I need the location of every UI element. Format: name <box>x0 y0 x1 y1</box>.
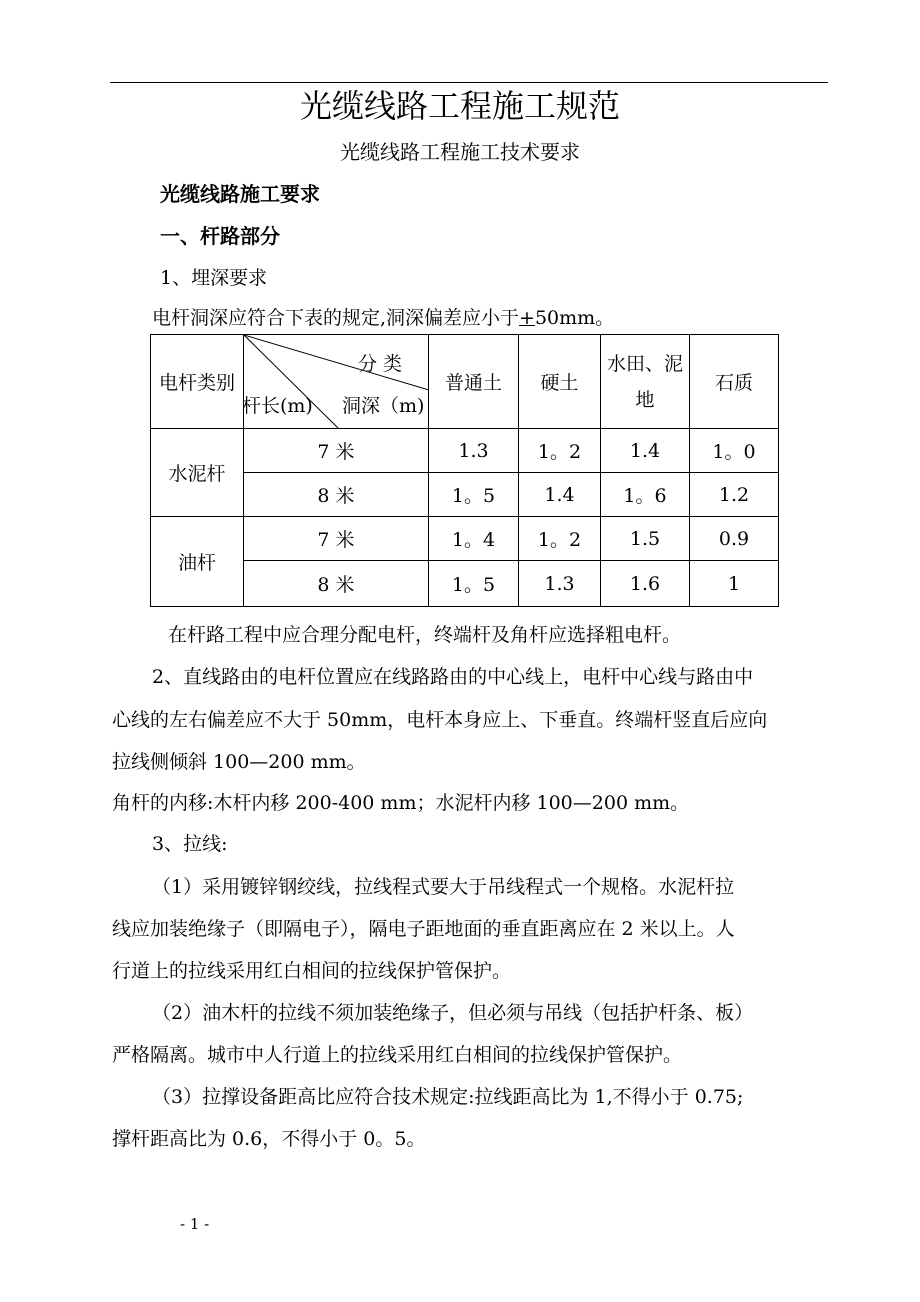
document-title: 光缆线路工程施工规范 <box>299 87 620 125</box>
note-pole-allocation: 在杆路工程中应合理分配电杆，终端杆及角杆应选择粗电杆。 <box>168 624 682 646</box>
paragraph-2-line-1: 2、直线路由的电杆位置应在线路路由的中心线上，电杆中心线与路由中 <box>152 666 754 688</box>
header-ordinary-soil: 普通土 <box>429 335 519 429</box>
stay-1-line-2: 线应加装绝缘子（即隔电子），隔电子距地面的垂直距离应在 2 米以上。人 <box>112 918 735 940</box>
table-row <box>151 429 779 473</box>
depth-value: 1。0 <box>690 429 779 473</box>
paragraph-2-line-3: 拉线侧倾斜 100—200 mm。 <box>112 751 366 773</box>
pole-type-oil: 油杆 <box>151 517 244 607</box>
pole-length: 8 米 <box>244 473 429 517</box>
table-row <box>151 561 779 607</box>
stay-2-line-2: 严格隔离。城市中人行道上的拉线采用红白相间的拉线保护管保护。 <box>112 1044 683 1066</box>
diagonal-label-length: 杆长(m) <box>242 395 313 417</box>
header-rule <box>110 82 828 83</box>
section-heading: 光缆线路施工要求 <box>160 182 320 206</box>
item-3-heading: 3、拉线: <box>152 833 228 855</box>
depth-value: 1.5 <box>601 517 690 561</box>
stay-3-line-1: （3）拉撑设备距高比应符合技术规定:拉线距高比为 1,不得小于 0.75; <box>152 1086 744 1108</box>
depth-value: 1.4 <box>519 473 601 517</box>
page-number: - 1 - <box>180 1215 210 1233</box>
header-rock: 石质 <box>690 335 779 429</box>
depth-value: 1。2 <box>519 517 601 561</box>
pole-length: 8 米 <box>244 561 429 607</box>
depth-value: 1。2 <box>519 429 601 473</box>
stay-3-line-2: 撑杆距高比为 0.6，不得小于 0。5。 <box>112 1128 426 1150</box>
stay-2-line-1: （2）油木杆的拉线不须加装绝缘子，但必须与吊线（包括护杆条、板） <box>152 1002 754 1024</box>
depth-value: 0.9 <box>690 517 779 561</box>
tolerance-sign: + <box>519 307 535 329</box>
table-row <box>151 473 779 517</box>
header-paddy-mud-line2: 地 <box>635 388 655 411</box>
depth-intro-text: 电杆洞深应符合下表的规定,洞深偏差应小于 <box>152 307 520 329</box>
header-paddy-mud-line1: 水田、泥 <box>606 352 683 375</box>
depth-value: 1.4 <box>601 429 690 473</box>
item-1-heading: 1、埋深要求 <box>160 267 268 289</box>
paragraph-angle-pole: 角杆的内移:木杆内移 200-400 mm；水泥杆内移 100—200 mm。 <box>112 792 690 814</box>
depth-value: 1.6 <box>601 561 690 607</box>
header-paddy-mud <box>601 335 690 429</box>
document-subtitle: 光缆线路工程施工技术要求 <box>340 140 580 164</box>
depth-value: 1.2 <box>690 473 779 517</box>
depth-intro-tail: 50mm。 <box>534 307 615 329</box>
pole-length: 7 米 <box>244 429 429 473</box>
table-row <box>151 517 779 561</box>
depth-value: 1.3 <box>429 429 519 473</box>
diagonal-label-category: 分 类 <box>358 353 403 375</box>
stay-1-line-3: 行道上的拉线采用红白相间的拉线保护管保护。 <box>112 960 512 982</box>
header-hard-soil: 硬土 <box>519 335 601 429</box>
pole-length: 7 米 <box>244 517 429 561</box>
pole-type-cement: 水泥杆 <box>151 429 244 517</box>
diagonal-label-depth: 洞深（m) <box>342 395 425 417</box>
header-pole-type: 电杆类别 <box>151 335 244 429</box>
paragraph-2-line-2: 心线的左右偏差应不大于 50mm，电杆本身应上、下垂直。终端杆竖直后应向 <box>112 709 768 731</box>
depth-value: 1 <box>690 561 779 607</box>
depth-value: 1.3 <box>519 561 601 607</box>
header-diagonal-cell <box>244 335 429 429</box>
depth-intro <box>152 304 614 332</box>
part-heading: 一、杆路部分 <box>160 224 280 248</box>
depth-value: 1。4 <box>429 517 519 561</box>
depth-value: 1。5 <box>429 473 519 517</box>
stay-1-line-1: （1）采用镀锌钢绞线，拉线程式要大于吊线程式一个规格。水泥杆拉 <box>152 876 735 898</box>
depth-table <box>150 334 779 607</box>
depth-value: 1。5 <box>429 561 519 607</box>
depth-value: 1。6 <box>601 473 690 517</box>
